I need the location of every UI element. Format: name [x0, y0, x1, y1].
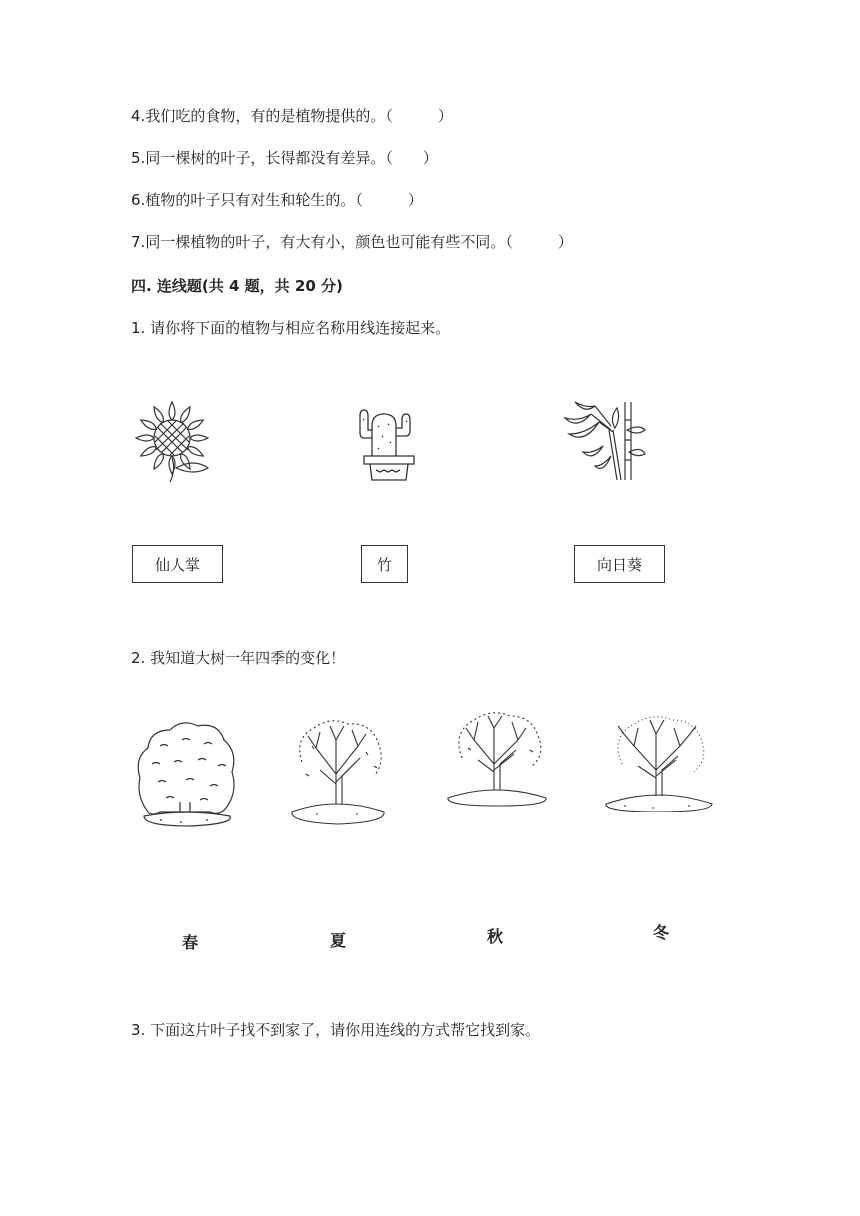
question-text: 我们吃的食物，有的是植物提供的。（ ） — [145, 107, 453, 125]
question-4 — [131, 106, 453, 126]
bare-tree-icon — [604, 712, 714, 812]
name-box-cactus[interactable]: 仙人掌 — [132, 545, 223, 583]
question-text: 同一棵植物的叶子，有大有小，颜色也可能有些不同。（ ） — [145, 233, 573, 251]
question-number: 5. — [131, 149, 146, 167]
section-heading: 四. 连线题(共 4 题，共 20 分) — [131, 277, 343, 295]
question-text: 同一棵树的叶子，长得都没有差异。（ ） — [145, 149, 438, 167]
name-box-bamboo[interactable]: 竹 — [361, 545, 408, 583]
cactus-icon — [358, 402, 420, 484]
question-text: 植物的叶子只有对生和轮生的。（ ） — [145, 191, 423, 209]
season-winter[interactable]: 冬 — [653, 923, 670, 942]
question-number: 4. — [131, 107, 146, 125]
question-5 — [131, 148, 438, 168]
season-autumn[interactable]: 秋 — [487, 927, 504, 946]
season-spring[interactable]: 春 — [182, 933, 199, 952]
question-7 — [131, 232, 573, 252]
question-3-prompt: 3. 下面这片叶子找不到家了，请你用连线的方式帮它找到家。 — [131, 1021, 541, 1039]
question-number: 7. — [131, 233, 146, 251]
sunflower-icon — [132, 398, 214, 484]
dense-bush-tree-icon — [130, 716, 242, 828]
question-1-prompt: 1. 请你将下面的植物与相应名称用线连接起来。 — [131, 319, 451, 337]
question-6 — [131, 190, 423, 210]
question-2-prompt: 2. 我知道大树一年四季的变化！ — [131, 649, 346, 667]
sparse-tree-icon — [446, 710, 550, 808]
question-number: 6. — [131, 191, 146, 209]
season-summer[interactable]: 夏 — [330, 931, 347, 950]
bamboo-icon — [555, 400, 647, 482]
leafy-tree-icon — [286, 718, 390, 826]
name-box-sunflower[interactable]: 向日葵 — [574, 545, 665, 583]
